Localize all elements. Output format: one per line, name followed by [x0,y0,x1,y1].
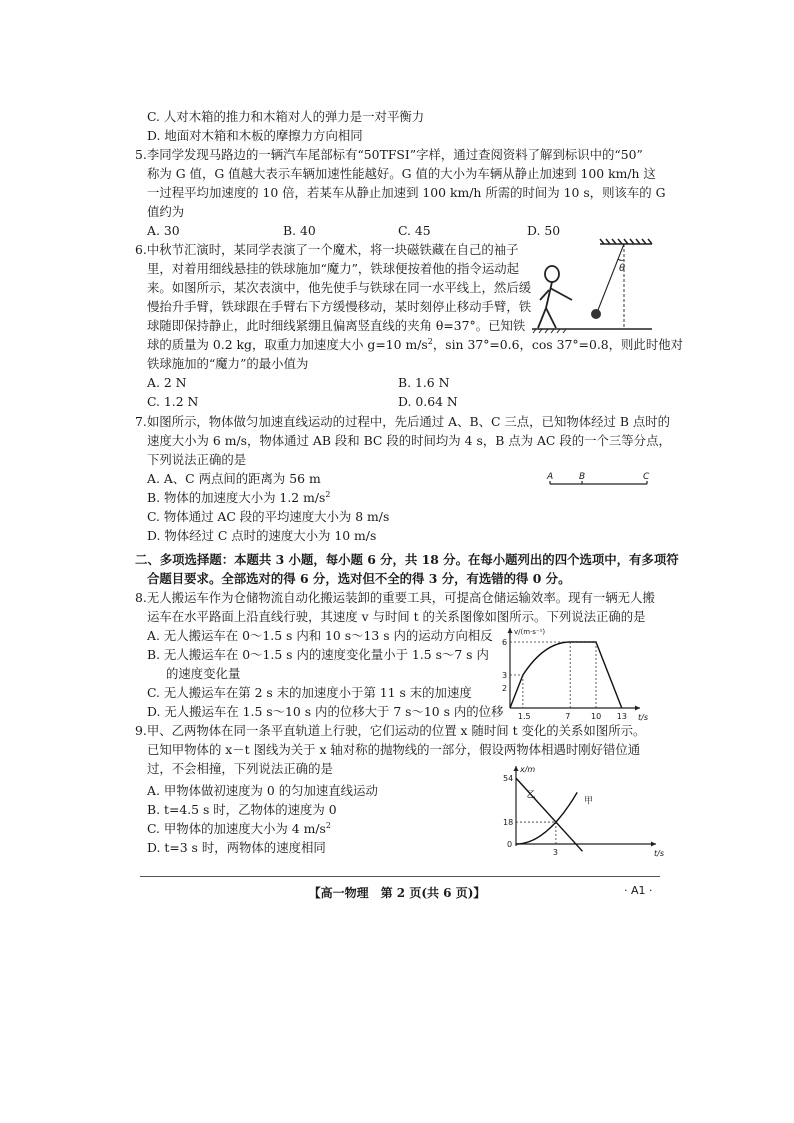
series-line-yi [516,778,583,851]
q6-stem-5: 球随即保持静止，此时细线紧绷且偏离竖直线的夹角 θ=37°。已知铁 [147,318,526,333]
q6-stem-1: 6.中秋节汇演时，某同学表演了一个魔术，将一块磁铁藏在自己的袖子 [135,242,519,257]
q5-stem-4: 值约为 [147,204,185,219]
tick-label-x: 13 [616,712,627,721]
section2-heading-1: 二、多项选择题：本题共 3 小题，每小题 6 分，共 18 分。在每小题列出的四个选项中，有多项符 [135,552,679,567]
q6-option-b: B. 1.6 N [398,375,450,390]
q7-stem-2: 速度大小为 6 m/s，物体通过 AB 段和 BC 段的时间均为 4 s，B 点为 AC 段的一个三等分点， [147,433,671,448]
page-footer: 【高一物理 第 2 页(共 6 页)】 [308,886,486,900]
q7-option-c: C. 物体通过 AC 段的平均速度大小为 8 m/s [147,509,390,524]
section2-heading-2: 合题目要求。全部选对的得 6 分，选对但不全的得 3 分，有选错的得 0 分。 [147,571,571,586]
series-label-jia: 甲 [583,796,593,807]
q8-option-b-1: B. 无人搬运车在 0～1.5 s 内的速度变化量小于 1.5 s～7 s 内 [147,647,489,662]
q6-stem-4: 慢抬升手臂，铁球跟在手臂右下方缓慢移动，某时刻停止移动手臂，铁 [147,299,532,314]
q8-stem-1: 8.无人搬运车作为仓储物流自动化搬运装卸的重要工具，可提高仓储运输效率。现有一辆无人搬 [135,590,655,605]
series-line-v [510,642,622,708]
tick-label-y: 18 [503,818,514,828]
q6-option-a: A. 2 N [147,375,187,390]
y-axis-arrow [508,628,513,633]
q7-option-a: A. A、C 两点间的距离为 56 m [147,471,321,486]
point-b-label: B [579,472,586,482]
q9-option-b: B. t=4.5 s 时，乙物体的速度为 0 [147,802,337,817]
q8-option-c: C. 无人搬运车在第 2 s 末的加速度小于第 11 s 末的加速度 [147,685,472,700]
q5-stem-1: 5.李同学发现马路边的一辆汽车尾部标有“50TFSI”字样，通过查阅资料了解到标识中的“50” [135,147,643,162]
x-axis-label: t/s [654,849,664,858]
q6-option-c: C. 1.2 N [147,394,199,409]
tick-label-y: 3 [502,671,508,680]
q9-xt-chart [500,760,664,860]
tick-label-x: 3 [552,848,558,857]
q4-option-d: D. 地面对木箱和木板的摩擦力方向相同 [147,128,363,143]
y-axis-arrow [514,766,519,771]
q7-option-b: B. 物体的加速度大小为 1.2 $m/s^2$ [147,489,331,505]
q8-stem-2: 运车在水平路面上沿直线行驶，其速度 v 与时间 t 的关系图像如图所示。下列说法正确的是 [147,609,646,624]
q8-option-d: D. 无人搬运车在 1.5 s～10 s 内的位移大于 7 s～10 s 内的位移 [147,704,504,719]
q6-option-d: D. 0.64 N [398,394,458,409]
q9-stem-3: 过，不会相撞，下列说法正确的是 [147,761,333,776]
tick-label-y: 0 [507,840,513,849]
x-axis-arrow [635,706,640,711]
q9-stem-2: 已知甲物体的 x－t 图线为关于 x 轴对称的抛物线的一部分，假设两物体相遇时刚好错位通 [147,742,641,757]
tick-label-y: 54 [503,774,514,784]
ceiling-support [598,239,652,328]
q7-option-d: D. 物体经过 C 点时的速度大小为 10 m/s [147,528,377,543]
q5-option-b: B. 40 [283,223,316,238]
tick-label-x: 7 [565,712,571,721]
q7-stem-1: 7.如图所示，物体做匀加速直线运动的过程中，先后通过 A、B、C 三点，已知物体经过 B 点时的 [135,414,671,429]
q6-stem-3: 来。如图所示，某次表演中，他先使手与铁球在同一水平线上，然后缓 [147,280,532,295]
magician [538,266,572,328]
q5-option-a: A. 30 [147,223,180,238]
tick-label-y: 2 [502,684,508,693]
y-axis-label: x/m [520,765,536,774]
q9-option-a: A. 甲物体做初速度为 0 的匀加速直线运动 [147,783,378,798]
q6-figure [530,238,655,334]
point-a-label: A [547,472,554,482]
q7-stem-3: 下列说法正确的是 [147,452,247,467]
q5-option-d: D. 50 [527,223,561,238]
q9-option-c: C. 甲物体的加速度大小为 4 $m/s^2$ [147,820,331,836]
q5-stem-2: 称为 G 值，G 值越大表示车辆加速性能越好。G 值的大小为车辆从静止加速到 100 km/h 这 [147,166,656,181]
q8-option-b-2: 的速度变化量 [166,666,241,681]
tick-label-x: 10 [591,712,602,721]
tick-label-x: 1.5 [517,712,531,721]
paper-code: · A1 · [624,884,653,897]
point-c-label: C [643,472,650,482]
q6-stem-2: 里，对着用细线悬挂的铁球施加“魔力”，铁球便按着他的指令运动起 [147,261,519,276]
q6-stem-7: 铁球施加的“魔力”的最小值为 [147,356,309,371]
tick-label-y: 6 [502,638,508,647]
q9-stem-1: 9.甲、乙两物体在同一条平直轨道上行驶，它们运动的位置 x 随时间 t 变化的关系如图所示。 [135,723,646,738]
q5-option-c: C. 45 [398,223,431,238]
series-label-yi: 乙 [526,790,536,801]
q4-option-c: C. 人对木箱的推力和木箱对人的弹力是一对平衡力 [147,109,425,124]
x-axis-arrow [651,842,656,847]
theta-label: θ [619,263,626,274]
x-axis-label: t/s [638,713,648,722]
q8-vt-chart [488,622,654,720]
iron-ball [591,309,601,319]
q6-stem-6: 球的质量为 0.2 kg，取重力加速度大小 g=10 $m/s^2$，sin 37°=0.6，cos 37°=0.8，则此时他对 [147,336,683,352]
q7-figure [540,470,655,492]
q8-option-a: A. 无人搬运车在 0～1.5 s 内和 10 s～13 s 内的运动方向相反 [147,628,493,643]
y-axis-label: v/(m·s⁻¹) [514,628,546,636]
q5-stem-3: 一过程平均加速度的 10 倍，若某车从静止加速到 100 km/h 所需的时间为 10 s，则该车的 G [147,185,666,200]
footer-rule [140,876,660,877]
q9-option-d: D. t=3 s 时，两物体的速度相同 [147,840,326,855]
